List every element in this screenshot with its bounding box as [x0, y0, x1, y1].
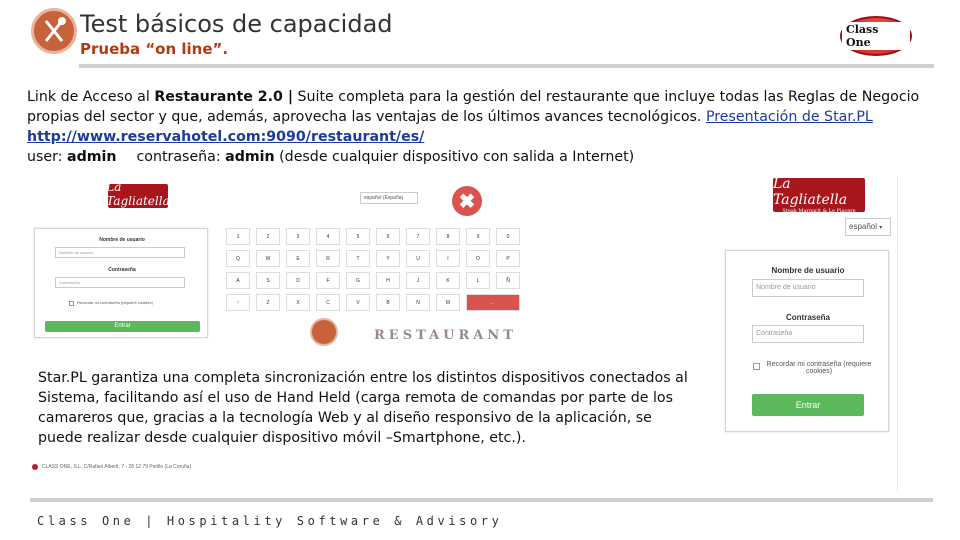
tagliatella-logo-mobile-tagline: Steak Margarit & Le Piacere — [782, 208, 856, 214]
keypad-key[interactable]: 8 — [436, 228, 460, 245]
class-one-logo-text: Class One — [842, 22, 910, 50]
language-select[interactable]: español (España) — [360, 192, 418, 204]
keypad-key[interactable]: 5 — [346, 228, 370, 245]
mobile-enter-button[interactable]: Entrar — [752, 394, 864, 416]
keypad-key[interactable]: Q — [226, 250, 250, 267]
keypad-key[interactable]: Ñ — [496, 272, 520, 289]
username-label: Nombre de usuario — [99, 237, 145, 243]
keypad-key[interactable]: K — [436, 272, 460, 289]
keypad-key[interactable]: 7 — [406, 228, 430, 245]
keypad-key[interactable]: 4 — [316, 228, 340, 245]
keypad-key[interactable]: R — [316, 250, 340, 267]
page-title: Test básicos de capacidad — [80, 10, 393, 38]
language-select-mobile-value: español — [849, 222, 878, 231]
keypad-key[interactable]: ↑ — [226, 294, 250, 311]
enter-button[interactable]: Entrar — [45, 321, 200, 332]
restaurant-logo-icon — [31, 8, 77, 54]
tagliatella-logo — [106, 179, 170, 213]
keypad-key[interactable]: G — [346, 272, 370, 289]
password-input[interactable]: Contraseña — [55, 277, 185, 288]
class-one-dot-icon — [32, 464, 38, 470]
keypad-key[interactable]: N — [406, 294, 430, 311]
mobile-username-label: Nombre de usuario — [771, 266, 845, 275]
restaurant-logo-small-icon — [310, 318, 338, 346]
mobile-login-card — [725, 250, 889, 432]
tagliatella-logo-mobile-text: La Tagliatella — [773, 176, 848, 208]
address-text: CLASS ONE, S.L. C/Rafael Alberti, 7 - 28 12 79 Perillo (La Coruña) — [42, 464, 192, 470]
keypad-key[interactable]: S — [256, 272, 280, 289]
access-url-link[interactable]: http://www.reservahotel.com:9090/restaurant/es/ — [27, 129, 425, 145]
intro-suffix: (desde cualquier dispositivo con salida a Internet) — [274, 149, 635, 165]
keypad-key[interactable]: C — [316, 294, 340, 311]
keypad-key[interactable]: D — [286, 272, 310, 289]
keypad-key[interactable]: F — [316, 272, 340, 289]
chevron-down-icon: ▾ — [879, 225, 883, 231]
keypad-key[interactable]: I — [436, 250, 460, 267]
keypad-key[interactable]: L — [466, 272, 490, 289]
mobile-password-label: Contraseña — [785, 313, 830, 322]
keypad-key[interactable]: W — [256, 250, 280, 267]
footer-tagline: Class One | Hospitality Software & Advisory — [37, 514, 503, 528]
keypad-key[interactable]: E — [286, 250, 310, 267]
presentation-link[interactable]: Presentación de Star.PL — [705, 109, 873, 125]
keypad-key[interactable]: 9 — [466, 228, 490, 245]
keypad-key[interactable]: T — [346, 250, 370, 267]
tagliatella-logo-tagline: Steak Margarit & Le Piacere — [108, 207, 168, 213]
footer-divider — [30, 498, 933, 502]
tagliatella-logo-mobile — [773, 178, 865, 212]
keypad-key[interactable]: P — [496, 250, 520, 267]
username-input[interactable]: Nombre de usuario — [55, 247, 185, 258]
keypad-key[interactable]: ← — [466, 294, 520, 311]
keypad-key[interactable]: X — [286, 294, 310, 311]
intro-prefix: Link de Acceso al — [27, 89, 155, 105]
tagliatella-logo-text: La Tagliatella — [106, 179, 170, 208]
password-field-label: Contraseña — [108, 267, 136, 273]
restaurant-wordmark: RESTAURANT — [374, 328, 517, 343]
keypad-key[interactable]: O — [466, 250, 490, 267]
user-value: admin — [67, 149, 117, 165]
user-label: user: — [27, 149, 67, 165]
remember-checkbox[interactable] — [69, 301, 74, 306]
keypad-key[interactable]: B — [376, 294, 400, 311]
keypad-key[interactable]: A — [226, 272, 250, 289]
keypad-key[interactable]: U — [406, 250, 430, 267]
keypad-key[interactable]: 0 — [496, 228, 520, 245]
keypad-key[interactable]: 3 — [286, 228, 310, 245]
remember-label: Recordar mi contraseña (requiere cookies) — [77, 300, 153, 305]
language-select-mobile[interactable] — [845, 218, 891, 236]
address-strip — [32, 462, 202, 472]
keypad-key[interactable]: Y — [376, 250, 400, 267]
close-icon[interactable]: ✖ — [452, 186, 482, 216]
intro-product-name: Restaurante 2.0 | — [154, 89, 294, 105]
login-card — [34, 228, 208, 338]
mobile-remember-label: Recordar mi contraseña (requiere cookies) — [766, 361, 872, 375]
password-label: contraseña: — [136, 149, 226, 165]
mobile-password-input[interactable]: Contraseña — [752, 325, 864, 343]
header-divider — [79, 64, 934, 68]
mobile-remember-checkbox[interactable] — [753, 363, 760, 370]
mobile-login-screenshot — [725, 176, 898, 491]
sync-paragraph: Star.PL garantiza una completa sincronización entre los distintos dispositivos conectados al Sistema, facilitando así el uso de Hand Held (carga remota de comandas por parte de los camareros que, gracias a la tecnología Web y al diseño responsivo de la aplicación, se puede realizar desde cualquier dispositivo móvil –Smartphone, etc.). — [38, 370, 688, 446]
keypad-key[interactable]: 2 — [256, 228, 280, 245]
keypad-key[interactable]: Z — [256, 294, 280, 311]
keypad — [226, 228, 520, 311]
keypad-key[interactable]: H — [376, 272, 400, 289]
keypad-key[interactable]: V — [346, 294, 370, 311]
page-subtitle: Prueba “on line”. — [80, 40, 229, 58]
keypad-key[interactable]: 6 — [376, 228, 400, 245]
intro-description: Suite completa para la gestión del restaurante que incluye todas las Reglas de Negocio propias del sector y que, además, aprovecha las ventajas de los últimos avances tecnológicos. — [27, 89, 920, 125]
keypad-key[interactable]: 1 — [226, 228, 250, 245]
keypad-key[interactable]: J — [406, 272, 430, 289]
class-one-logo — [840, 16, 912, 56]
password-value: admin — [225, 149, 275, 165]
mobile-username-input[interactable]: Nombre de usuario — [752, 279, 864, 297]
keypad-key[interactable]: M — [436, 294, 460, 311]
intro-paragraph — [27, 87, 927, 167]
